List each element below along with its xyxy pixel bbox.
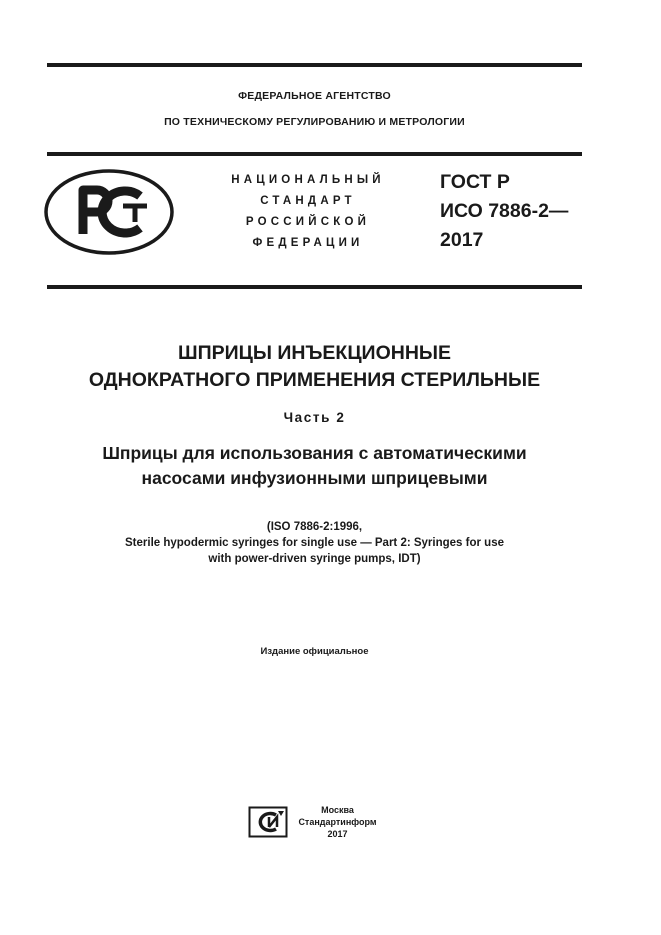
title-line-2: ОДНОКРАТНОГО ПРИМЕНЕНИЯ СТЕРИЛЬНЫЕ [88, 369, 541, 391]
national-standard-label [200, 170, 416, 254]
document-subtitle [47, 441, 582, 491]
standartinform-logo-icon [248, 806, 288, 838]
part-number: Часть 2 [283, 410, 346, 425]
national-standard-line-4: ФЕДЕРАЦИИ [252, 237, 364, 249]
designation-line-3: 2017 [440, 229, 484, 251]
standard-designation [440, 168, 600, 255]
edition-label: Издание официальное [260, 646, 369, 657]
subtitle-line-1: Шприцы для использования с автоматическими [102, 443, 527, 463]
publisher-name: Стандартинформ [298, 817, 377, 827]
iso-reference-line-3: with power-driven syringe pumps, IDT) [208, 553, 421, 565]
designation-line-1: ГОСТ Р [440, 171, 510, 193]
title-line-1: ШПРИЦЫ ИНЪЕКЦИОННЫЕ [177, 342, 452, 364]
agency-line-2: ПО ТЕХНИЧЕСКОМУ РЕГУЛИРОВАНИЮ И МЕТРОЛОГИИ [164, 116, 465, 128]
publisher-city: Москва [321, 805, 354, 815]
designation-line-2: ИСО 7886-2— [440, 200, 569, 222]
iso-reference-line-2: Sterile hypodermic syringes for single use — Part 2: Syringes for use [125, 537, 504, 549]
iso-reference-line-1: (ISO 7886-2:1996, [266, 521, 363, 533]
publisher-block [290, 804, 385, 840]
top-rule [47, 63, 582, 67]
publisher-year: 2017 [327, 829, 348, 839]
designation-rule [47, 285, 582, 289]
subtitle-line-2: насосами инфузионными шприцевыми [141, 468, 488, 488]
rst-emblem-icon [43, 168, 175, 256]
document-title [47, 340, 582, 394]
national-standard-line-3: РОССИЙСКОЙ [245, 216, 371, 228]
national-standard-line-2: СТАНДАРТ [260, 195, 356, 207]
national-standard-line-1: НАЦИОНАЛЬНЫЙ [231, 174, 385, 186]
header-rule [47, 152, 582, 156]
agency-line-1: ФЕДЕРАЛЬНОЕ АГЕНТСТВО [238, 90, 391, 102]
iso-reference [47, 519, 582, 567]
